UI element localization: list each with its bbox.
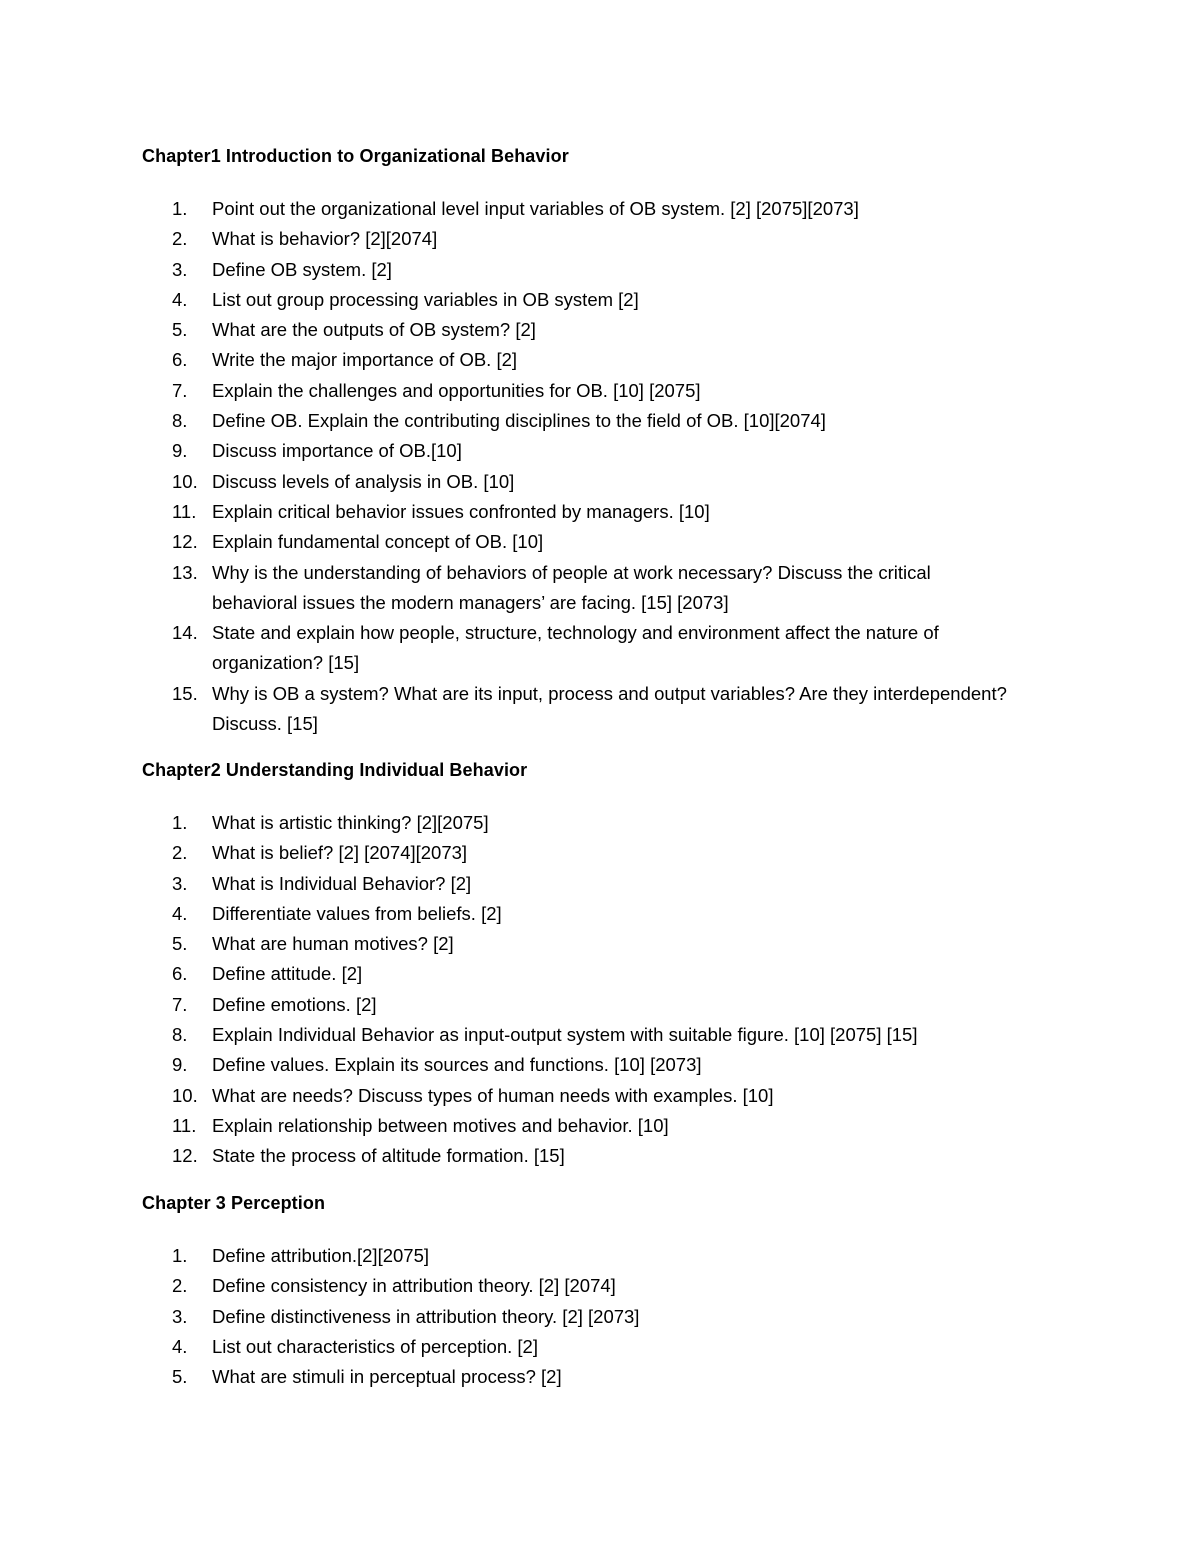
question-text: Explain the challenges and opportunities for OB. [10] [2075]	[212, 379, 701, 401]
question-text: Define consistency in attribution theory. [2] [2074]	[212, 1275, 616, 1297]
question-item	[142, 1081, 1042, 1111]
question-item	[142, 255, 1042, 285]
question-item	[142, 1111, 1042, 1141]
question-item	[142, 1020, 1042, 1050]
question-number: 9.	[172, 440, 188, 462]
question-number: 5.	[172, 933, 188, 955]
question-number: 2.	[172, 842, 188, 864]
question-number: 5.	[172, 1366, 188, 1388]
question-number: 3.	[172, 258, 188, 280]
question-text: State and explain how people, structure, technology and environment affect the nature of organization? [15]	[212, 622, 939, 674]
chapter-3-question-list	[142, 1241, 1042, 1392]
question-text: Explain critical behavior issues confronted by managers. [10]	[212, 500, 710, 522]
question-item	[142, 1332, 1042, 1362]
question-item	[142, 1141, 1042, 1171]
question-number: 4.	[172, 288, 188, 310]
question-number: 1.	[172, 198, 188, 219]
question-text: What are stimuli in perceptual process? [2]	[212, 1366, 562, 1388]
question-number: 2.	[172, 1275, 188, 1297]
question-text: Discuss importance of OB.[10]	[212, 440, 462, 462]
question-text: Define OB system. [2]	[212, 258, 392, 280]
question-text: List out characteristics of perception. [2]	[212, 1335, 538, 1357]
question-number: 6.	[172, 963, 188, 985]
question-number: 3.	[172, 1305, 188, 1327]
question-text: What is Individual Behavior? [2]	[212, 872, 472, 894]
question-number: 10.	[172, 1084, 198, 1106]
chapter-3-section	[142, 1191, 1042, 1392]
question-number: 8.	[172, 410, 188, 432]
chapter-3-title: Chapter 3 Perception	[142, 1193, 326, 1213]
question-item	[142, 194, 1042, 224]
question-text: What are the outputs of OB system? [2]	[212, 319, 536, 341]
question-text: State the process of altitude formation. [15]	[212, 1145, 565, 1167]
question-text: Point out the organizational level input variables of OB system. [2] [2075][2073]	[212, 198, 859, 219]
question-number: 12.	[172, 531, 198, 553]
question-text: Define OB. Explain the contributing disciplines to the field of OB. [10][2074]	[212, 410, 826, 432]
question-item	[142, 838, 1042, 868]
question-number: 2.	[172, 228, 188, 250]
question-text: Explain relationship between motives and behavior. [10]	[212, 1114, 669, 1136]
question-item	[142, 467, 1042, 497]
question-number: 4.	[172, 1335, 188, 1357]
question-text: Define attitude. [2]	[212, 963, 363, 985]
question-number: 8.	[172, 1024, 188, 1046]
question-text: What are human motives? [2]	[212, 933, 454, 955]
question-text: What is belief? [2] [2074][2073]	[212, 842, 468, 864]
question-number: 13.	[172, 561, 198, 583]
question-item	[142, 558, 1042, 619]
question-number: 10.	[172, 470, 198, 492]
question-text: Define attribution.[2][2075]	[212, 1245, 430, 1266]
question-item	[142, 959, 1042, 989]
question-item	[142, 1271, 1042, 1301]
question-text: What is artistic thinking? [2][2075]	[212, 812, 489, 833]
question-item	[142, 618, 1042, 679]
question-text: Discuss levels of analysis in OB. [10]	[212, 470, 515, 492]
question-text: Explain fundamental concept of OB. [10]	[212, 531, 544, 553]
question-item	[142, 869, 1042, 899]
question-item	[142, 224, 1042, 254]
question-item	[142, 436, 1042, 466]
question-item	[142, 345, 1042, 375]
question-number: 7.	[172, 993, 188, 1015]
question-number: 11.	[172, 500, 197, 522]
question-number: 1.	[172, 812, 188, 833]
question-number: 15.	[172, 682, 198, 704]
question-item	[142, 990, 1042, 1020]
question-item	[142, 1302, 1042, 1332]
question-text: Why is OB a system? What are its input, process and output variables? Are they interdependent? Discuss. [15]	[212, 682, 1007, 735]
question-text: Explain Individual Behavior as input-output system with suitable figure. [10] [2075] [15]	[212, 1024, 918, 1046]
question-text: Write the major importance of OB. [2]	[212, 349, 518, 371]
question-item	[142, 527, 1042, 557]
question-number: 1.	[172, 1245, 188, 1266]
question-item	[142, 1362, 1042, 1392]
question-item	[142, 406, 1042, 436]
question-item	[142, 929, 1042, 959]
question-number: 6.	[172, 349, 188, 371]
chapter-1-question-list	[142, 194, 1042, 739]
chapter-2-section	[142, 758, 1042, 1172]
question-item	[142, 899, 1042, 929]
question-item	[142, 1050, 1042, 1080]
question-number: 5.	[172, 319, 188, 341]
question-item	[142, 497, 1042, 527]
chapter-2-title: Chapter2 Understanding Individual Behavior	[142, 760, 528, 780]
question-text: Define emotions. [2]	[212, 993, 377, 1015]
question-number: 7.	[172, 379, 188, 401]
chapter-1-title: Chapter1 Introduction to Organizational Behavior	[142, 146, 569, 166]
question-text: Why is the understanding of behaviors of people at work necessary? Discuss the critical behavioral issues the modern managers’ are facing. [15] [2073]	[212, 561, 931, 613]
question-text: What are needs? Discuss types of human needs with examples. [10]	[212, 1084, 774, 1106]
question-text: Differentiate values from beliefs. [2]	[212, 902, 502, 924]
question-number: 12.	[172, 1145, 198, 1167]
question-number: 14.	[172, 622, 198, 644]
question-item	[142, 285, 1042, 315]
question-item	[142, 679, 1042, 740]
question-item	[142, 1241, 1042, 1271]
question-item	[142, 315, 1042, 345]
question-text: Define values. Explain its sources and functions. [10] [2073]	[212, 1054, 702, 1076]
question-text: Define distinctiveness in attribution theory. [2] [2073]	[212, 1305, 640, 1327]
question-number: 9.	[172, 1054, 188, 1076]
chapter-2-question-list	[142, 808, 1042, 1172]
question-item	[142, 808, 1042, 838]
question-text: List out group processing variables in OB system [2]	[212, 288, 639, 310]
question-number: 4.	[172, 902, 188, 924]
question-number: 11.	[172, 1114, 197, 1136]
question-text: What is behavior? [2][2074]	[212, 228, 438, 250]
chapter-1-section	[142, 144, 1042, 739]
question-item	[142, 376, 1042, 406]
question-number: 3.	[172, 872, 188, 894]
